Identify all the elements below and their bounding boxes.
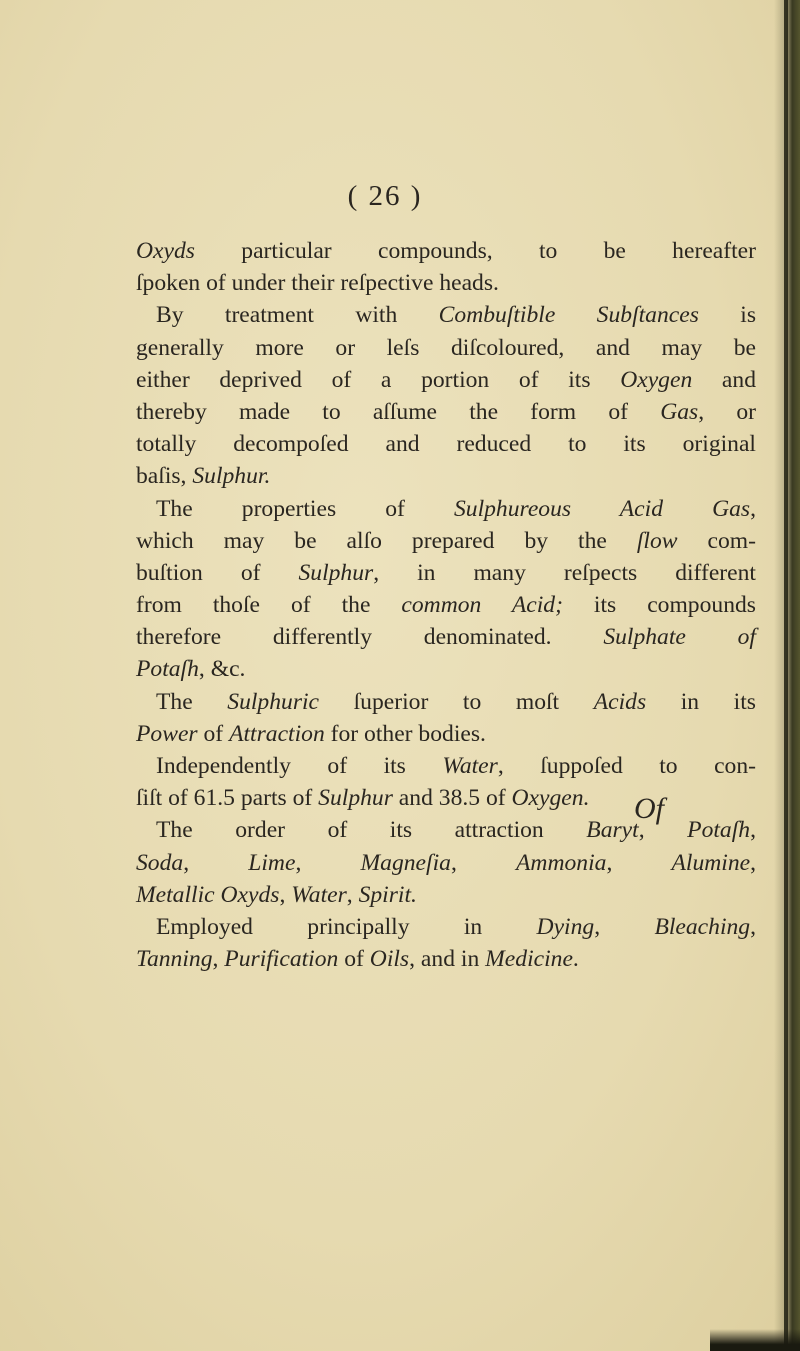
italic-term: Sulphur. <box>192 463 271 490</box>
page-number: ( 26 ) <box>347 180 423 212</box>
text-line <box>136 911 756 943</box>
text-run: , <box>183 849 249 876</box>
text-run: The order of its attraction <box>156 817 587 844</box>
italic-term: Sulphuric <box>227 688 320 715</box>
text-line <box>136 621 756 653</box>
text-run: buſtion of <box>136 559 299 586</box>
italic-term: Tanning <box>136 946 213 973</box>
text-run: , <box>295 849 361 876</box>
italic-term: Bleaching <box>654 913 751 940</box>
text-run: Independently of its <box>156 753 443 779</box>
text-line <box>136 879 756 911</box>
italic-term: Ammonia <box>516 849 607 876</box>
italic-term: Purification <box>224 946 339 973</box>
text-run: , and in <box>409 946 486 973</box>
text-run: of <box>197 720 230 747</box>
italic-term: Power <box>136 720 198 747</box>
text-line <box>136 493 756 525</box>
text-run: , <box>594 913 655 940</box>
text-run: The <box>156 688 228 715</box>
text-line <box>136 557 756 589</box>
text-run: , <box>750 495 757 522</box>
text-run: . <box>572 946 579 973</box>
italic-term: Attraction <box>229 720 325 747</box>
text-line <box>136 428 756 460</box>
text-run: , <box>346 881 359 908</box>
text-run: , <box>212 946 225 973</box>
text-line <box>136 750 756 782</box>
italic-term: common Acid; <box>401 592 563 619</box>
body-text <box>136 235 756 975</box>
text-run: , <box>750 849 757 876</box>
text-line <box>136 525 756 557</box>
italic-term: Potaſh <box>136 656 199 683</box>
text-run: com- <box>677 527 756 554</box>
text-run: , ſuppoſed to con- <box>497 753 757 779</box>
text-line <box>136 943 756 975</box>
text-run: and <box>692 366 756 393</box>
italic-term: Alumine <box>671 849 751 876</box>
text-run: ſpoken of under their reſpective heads. <box>136 270 499 297</box>
text-run: , <box>750 817 756 844</box>
italic-term: Oxygen. <box>511 785 590 812</box>
text-run: , in many reſpects different <box>373 559 756 586</box>
text-line <box>136 686 756 718</box>
text-run: for other bodies. <box>324 720 486 747</box>
text-run: The properties of <box>156 495 454 522</box>
text-line <box>136 653 756 685</box>
text-run: which may be alſo prepared by the <box>136 527 637 554</box>
text-run: therefore differently denominated. <box>136 624 604 651</box>
italic-term: Water <box>291 881 347 908</box>
italic-term: Sulphate of <box>603 624 756 651</box>
text-run: , <box>450 849 516 876</box>
text-line <box>136 299 756 331</box>
italic-term: Oxyds <box>136 238 195 264</box>
text-run: , <box>279 881 292 908</box>
italic-term: Sulphureous Acid Gas <box>453 495 751 522</box>
text-run: Employed principally in <box>156 913 537 940</box>
text-run: , &c. <box>198 656 246 683</box>
catchword: Of <box>634 792 664 825</box>
text-run: is <box>698 302 757 329</box>
italic-term: Lime <box>248 849 296 876</box>
italic-term: Sulphur <box>318 785 393 812</box>
italic-term: Gas <box>660 398 699 425</box>
text-run: generally more or leſs diſcoloured, and may be <box>136 334 756 361</box>
text-line <box>136 718 756 750</box>
text-run: in its <box>646 688 756 715</box>
corner-shadow <box>710 1329 800 1351</box>
text-run: either deprived of a portion of its <box>136 366 621 393</box>
italic-term: Oils <box>369 946 410 973</box>
text-line <box>136 847 756 879</box>
italic-term: Magneſia <box>360 849 451 876</box>
text-run: thereby made to aſſume the form of <box>136 398 661 425</box>
italic-term: ſlow <box>636 527 678 554</box>
text-line <box>136 364 756 396</box>
italic-term: Acids <box>593 688 647 715</box>
text-line <box>136 460 756 492</box>
italic-term: Oxygen <box>620 366 693 393</box>
text-run: By treatment with <box>156 302 439 329</box>
italic-term: Medicine <box>485 946 573 973</box>
italic-term: Sulphur <box>298 559 374 586</box>
text-run: totally decompoſed and reduced to its original <box>136 431 756 458</box>
text-run: particular compounds, to be hereafter <box>194 238 756 264</box>
text-run: ſiſt of 61.5 parts of <box>136 785 319 812</box>
italic-term: Water <box>442 753 498 779</box>
text-run: from thoſe of the <box>136 592 402 619</box>
text-run: of <box>338 946 370 973</box>
binding-edge <box>784 0 788 1351</box>
text-line <box>136 267 756 299</box>
text-line <box>136 332 756 364</box>
text-run: , <box>638 817 688 844</box>
text-run: , <box>750 913 756 940</box>
text-run: ſuperior to moſt <box>319 688 594 715</box>
text-run: and 38.5 of <box>392 785 512 812</box>
italic-term: Spirit. <box>358 881 417 908</box>
italic-term: Combuſtible Subſtances <box>438 302 699 329</box>
italic-term: Potaſh <box>687 817 751 844</box>
italic-term: Metallic Oxyds <box>136 881 280 908</box>
italic-term: Soda <box>136 849 184 876</box>
text-run: , or <box>698 398 756 425</box>
text-line <box>136 589 756 621</box>
text-run: baſis, <box>136 463 193 490</box>
italic-term: Baryt <box>586 817 639 844</box>
text-run: , <box>606 849 672 876</box>
text-line <box>136 396 756 428</box>
italic-term: Dying <box>536 913 595 940</box>
text-run: its compounds <box>562 592 756 619</box>
text-line <box>136 235 756 267</box>
